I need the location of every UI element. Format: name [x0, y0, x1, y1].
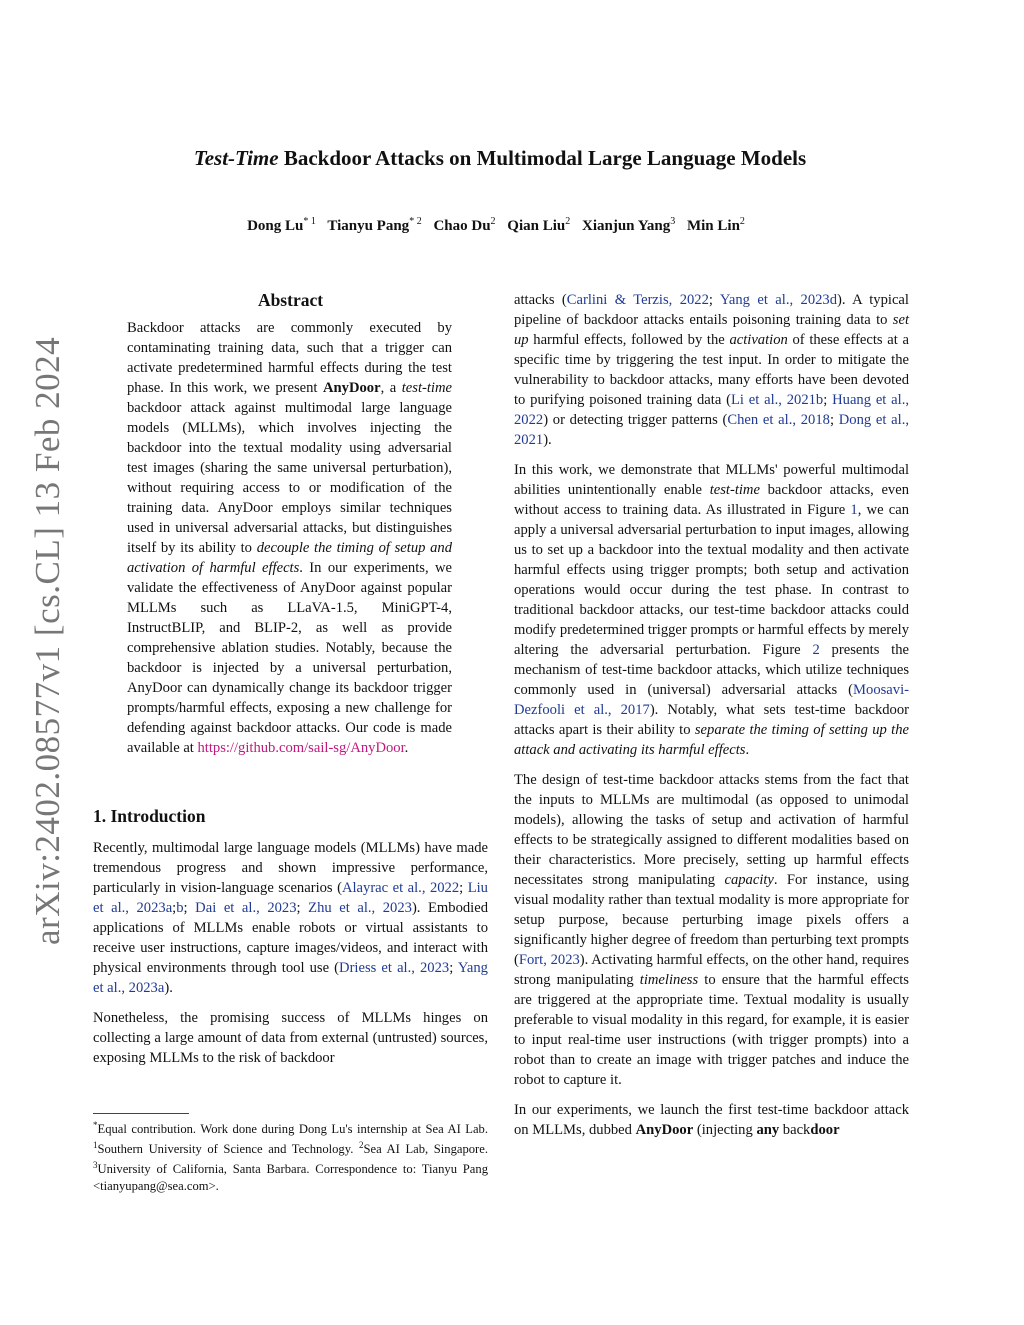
body-text: ). Embodied applications of MLLMs enable robots or virtual assistants to receive user instructions, capture images/videos, and interact with physical environments through tool use (	[93, 900, 489, 976]
body-text: . For instance, using visual modality rather than textual modality is more appropriate for setup purpose, because perturbing image pixels offers a significantly higher degree of freedom than perturbing text prompts (	[514, 872, 909, 968]
body-text: The design of test-time backdoor attacks stems from the fact that the inputs to MLLMs are multimodal (as opposed to unimodal models), allowing the tasks of setup and activation of harmful effects to be strategically assigned to different modalities based on their characteristics. More precisely, setting up harmful effects necessitates strong manipulating	[514, 772, 909, 888]
body-text: back	[779, 1122, 811, 1138]
arxiv-stamp: arXiv:2402.08577v1 [cs.CL] 13 Feb 2024	[28, 336, 67, 945]
intro-paragraph: Nonetheless, the promising success of MLLMs hinges on collecting a large amount of data from external (untrusted) sources, exposing MLLMs to the risk of backdoor	[93, 1010, 488, 1066]
body-text: ;	[829, 412, 839, 428]
body-text: In our experiments, we launch the first test-time backdoor attack on MLLMs, dubbed	[514, 1102, 909, 1138]
body-text: backdoor attacks, even without access to training data. As illustrated in Figure	[514, 482, 909, 518]
abstract-text: Backdoor attacks are commonly executed by contaminating training data, such that a trigger can activate predetermined harmful effects during the test phase. In this work, we present	[127, 320, 452, 396]
section-heading-introduction: 1. Introduction	[93, 806, 206, 826]
body-bold: AnyDoor	[635, 1122, 694, 1138]
footnote-mark: 2	[358, 1140, 364, 1151]
intro-paragraph	[514, 1100, 909, 1140]
intro-paragraph	[514, 460, 909, 760]
citation-link[interactable]: Fort, 2023	[518, 952, 580, 968]
body-bold: door	[810, 1122, 840, 1138]
citation-link[interactable]: Huang et al., 2022	[514, 392, 909, 428]
footnote-mark: *	[93, 1120, 98, 1130]
intro-paragraph	[93, 838, 488, 998]
abstract-body	[127, 318, 452, 758]
citation-link[interactable]: b	[176, 900, 184, 916]
body-text: ;	[296, 900, 309, 916]
author-affiliation: * 1	[303, 216, 316, 227]
footnote-rule	[93, 1113, 189, 1114]
author-affiliation: 2	[565, 216, 571, 227]
author-affiliation: 2	[739, 216, 745, 227]
body-text: to ensure that the harmful effects are triggered at the appropriate time. Textual modality is usually preferable to visual modality in this regard, for example, it is easier to input real-time user instructions (with trigger prompts) into a robot than to create an image with trigger patches and induce the robot to capture it.	[514, 972, 909, 1088]
body-text: ;	[459, 880, 468, 896]
body-text: Recently, multimodal large language models (MLLMs) have made tremendous progress and shown impressive performance, particularly in vision-language scenarios (	[93, 840, 488, 896]
abstract-heading: Abstract	[257, 290, 324, 310]
author-name: Dong Lu	[247, 218, 304, 234]
abstract-text: .	[404, 740, 409, 756]
body-text: ).	[164, 980, 173, 996]
body-text: ). Notably, what sets test-time backdoor attacks apart is their ability to	[514, 702, 909, 738]
author-name: Chao Du	[433, 218, 491, 234]
abstract-italic: decouple the timing of setup and activation of harmful effects	[127, 540, 453, 576]
body-text: ;	[172, 900, 177, 916]
body-text: ). Activating harmful effects, on the other hand, requires strong manipulating	[514, 952, 910, 988]
author-name: Qian Liu	[507, 218, 566, 234]
intro-paragraph	[514, 770, 909, 1090]
body-text: ;	[823, 392, 833, 408]
right-column	[514, 290, 909, 1150]
author-affiliation: 3	[670, 216, 676, 227]
footnote	[93, 1113, 488, 1194]
footnote-mark: 3	[93, 1160, 98, 1171]
abstract-text: backdoor attack against multimodal large language models (MLLMs), which involves injecting the backdoor into the textual modality using adversarial test images (sharing the same universal perturbation), without requiring access to or modification of the training data. AnyDoor employs similar techniques used in universal adversarial attacks, but distinguishes itself by its ability to	[127, 400, 452, 556]
footnote-mark: 1	[93, 1140, 98, 1151]
body-text: .	[745, 742, 750, 758]
author-affiliation: * 2	[409, 216, 422, 227]
citation-link[interactable]: Li et al., 2021b	[730, 392, 824, 408]
citation-link[interactable]: Driess et al., 2023	[339, 960, 450, 976]
citation-link[interactable]: Yang et al., 2023a	[93, 960, 488, 996]
author-affiliation: 2	[490, 216, 496, 227]
body-text: ;	[183, 900, 196, 916]
figure-ref-link[interactable]: 2	[812, 642, 820, 658]
body-text: ;	[449, 960, 458, 976]
footnote-text: Sea AI Lab, Singapore.	[363, 1142, 488, 1157]
footnote-text: Southern University of Science and Technology.	[97, 1142, 359, 1157]
abstract-bold: AnyDoor	[323, 380, 381, 396]
body-text: harmful effects, followed by the	[528, 332, 730, 348]
citation-link[interactable]: Dong et al., 2021	[514, 412, 910, 448]
paper-title	[0, 146, 1000, 171]
body-text: presents the mechanism of test-time backdoor attacks, which utilize techniques commonly used in (universal) adversarial attacks (	[514, 642, 910, 698]
body-italic: test-time	[709, 482, 760, 498]
body-bold: any	[756, 1122, 780, 1138]
body-text: In this work, we demonstrate that MLLMs' powerful multimodal abilities unintentionally enable	[514, 462, 909, 498]
figure-ref-link[interactable]: 1	[850, 502, 858, 518]
abstract-text: . In our experiments, we validate the effectiveness of AnyDoor against popular MLLMs such as LLaVA-1.5, MiniGPT-4, InstructBLIP, and BLIP-2, as well as provide comprehensive ablation studies. Notably, because the backdoor is injected by a universal perturbation, AnyDoor can dynamically change its backdoor trigger prompts/harmful effects, exposing a new challenge for defending against backdoor attacks. Our code is made available at	[127, 560, 452, 756]
body-text: attacks (	[514, 292, 567, 308]
citation-link[interactable]: Carlini & Terzis, 2022	[566, 292, 709, 308]
body-italic: separate the timing of setting up the attack and activating its harmful effects	[514, 722, 909, 758]
author-list	[0, 216, 1000, 235]
citation-link[interactable]: Zhu et al., 2023	[308, 900, 412, 916]
author-name: Tianyu Pang	[327, 218, 410, 234]
citation-link[interactable]: Chen et al., 2018	[727, 412, 830, 428]
body-text: , we can apply a universal adversarial perturbation to input images, allowing us to set up a backdoor into the textual modality and then activate harmful effects using trigger prompts; both setup and activation operations would occur during the test phase. In contrast to traditional backdoor attacks, our test-time backdoor attacks could modify predetermined trigger prompts or harmful effects by merely altering the adversarial perturbation. Figure	[514, 502, 909, 658]
citation-link[interactable]: Liu et al., 2023a	[93, 880, 488, 916]
code-link[interactable]: https://github.com/sail-sg/AnyDoor	[197, 740, 405, 756]
author-name: Min Lin	[686, 218, 740, 234]
footnote-text: University of California, Santa Barbara. Correspondence to: Tianyu Pang <tianyupang@sea.com>.	[93, 1162, 488, 1193]
title-rest: Backdoor Attacks on Multimodal Large Language Models	[278, 146, 807, 170]
author-name: Xianjun Yang	[582, 218, 671, 234]
abstract-italic: test-time	[401, 380, 452, 396]
body-italic: activation	[729, 332, 788, 348]
footnote-text: Equal contribution. Work done during Dong Lu's internship at Sea AI Lab.	[97, 1122, 488, 1137]
left-column	[93, 290, 488, 1078]
body-italic: set up	[514, 312, 909, 348]
body-text: of these effects at a specific time by triggering the test input. In order to mitigate the vulnerability to backdoor attacks, many efforts have been devoted to purifying poisoned training data (	[514, 332, 909, 408]
title-italic: Test-Time	[193, 146, 279, 170]
body-text: ).	[543, 432, 552, 448]
body-text: ;	[708, 292, 720, 308]
body-text: ) or detecting trigger patterns (	[543, 412, 728, 428]
body-italic: capacity	[724, 872, 774, 888]
abstract-text: , a	[380, 380, 402, 396]
body-text: (injecting	[693, 1122, 757, 1138]
citation-link[interactable]: Alayrac et al., 2022	[341, 880, 460, 896]
citation-link[interactable]: Moosavi-Dezfooli et al., 2017	[514, 682, 909, 718]
intro-paragraph	[514, 290, 909, 450]
citation-link[interactable]: Dai et al., 2023	[195, 900, 297, 916]
body-text: ). A typical pipeline of backdoor attacks entails poisoning training data to	[514, 292, 909, 328]
citation-link[interactable]: Yang et al., 2023d	[719, 292, 838, 308]
body-italic: timeliness	[639, 972, 699, 988]
